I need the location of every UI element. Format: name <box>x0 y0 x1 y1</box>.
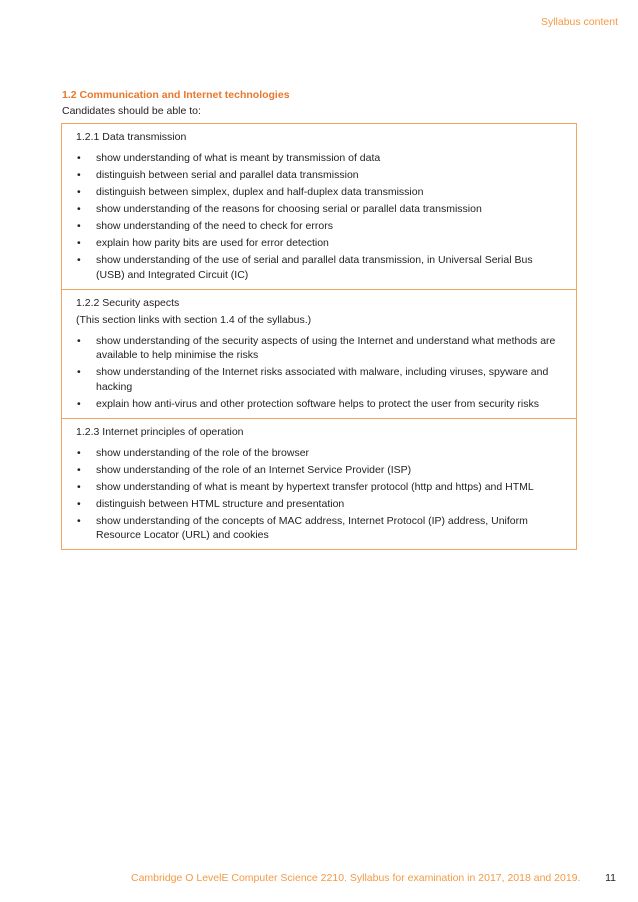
list-item: • distinguish between HTML structure and presentation <box>77 497 345 510</box>
bullet-icon: • <box>77 169 81 181</box>
syllabus-content-box <box>61 123 577 550</box>
list-item: • show understanding of the role of the browser <box>77 446 310 459</box>
list-item: • show understanding of the need to check for errors <box>77 220 333 232</box>
list-item: • distinguish between serial and parallel data transmission <box>77 169 359 181</box>
bullet-icon: • <box>77 446 81 459</box>
bullet-icon: • <box>77 514 81 527</box>
list-item: • explain how parity bits are used for error detection <box>77 237 329 249</box>
bullet-icon: • <box>77 366 81 378</box>
bullet-icon: • <box>77 397 81 410</box>
subsection-heading: 1.2.1 Data transmission <box>76 131 187 143</box>
list-item: • show understanding of what is meant by hypertext transfer protocol (http and https) and HTML <box>77 480 534 493</box>
bullet-icon: • <box>77 237 81 249</box>
bullet-icon: • <box>77 186 81 198</box>
list-item: • distinguish between simplex, duplex and half-duplex data transmission <box>77 186 424 198</box>
list-item: • show understanding of the concepts of MAC address, Internet Protocol (IP) address, Uniform Resource Locator (URL) and cookies <box>77 514 528 541</box>
running-header: Syllabus content <box>540 16 618 28</box>
bullet-list <box>76 446 562 543</box>
section-intro: Candidates should be able to: <box>62 105 201 117</box>
section-title: 1.2 Communication and Internet technologies <box>62 89 290 101</box>
bullet-list <box>76 151 562 282</box>
list-item: • show understanding of the role of an Internet Service Provider (ISP) <box>77 463 412 476</box>
subsection-heading: 1.2.3 Internet principles of operation <box>76 425 244 438</box>
bullet-icon: • <box>77 254 81 266</box>
bullet-icon: • <box>77 463 81 476</box>
bullet-icon: • <box>77 334 81 347</box>
subsection-note: (This section links with section 1.4 of the syllabus.) <box>76 313 312 326</box>
bullet-icon: • <box>77 220 81 232</box>
bullet-list <box>76 334 562 412</box>
subsection-data-transmission <box>62 124 576 289</box>
bullet-icon: • <box>77 497 81 510</box>
list-item: • show understanding of the security aspects of using the Internet and understand what methods are available to help minimise the risks <box>77 334 556 361</box>
subsection-internet-principles <box>62 418 576 550</box>
footer-text: Cambridge O LevelE Computer Science 2210. Syllabus for examination in 2017, 2018 and 2019. <box>131 872 581 884</box>
bullet-icon: • <box>77 480 81 493</box>
list-item: • show understanding of the reasons for choosing serial or parallel data transmission <box>77 203 482 215</box>
list-item: • show understanding of the Internet risks associated with malware, including viruses, spyware and hacking <box>77 366 549 393</box>
bullet-icon: • <box>77 152 81 164</box>
list-item: • explain how anti-virus and other protection software helps to protect the user from security risks <box>77 397 539 410</box>
bullet-icon: • <box>77 203 81 215</box>
list-item: • show understanding of the use of serial and parallel data transmission, in Universal Serial Bus (USB) and Integrated Circuit (IC) <box>77 254 533 281</box>
page-number: 11 <box>605 872 616 884</box>
list-item: • show understanding of what is meant by transmission of data <box>77 152 381 164</box>
subsection-heading: 1.2.2 Security aspects <box>76 296 180 309</box>
subsection-security-aspects <box>62 289 576 418</box>
